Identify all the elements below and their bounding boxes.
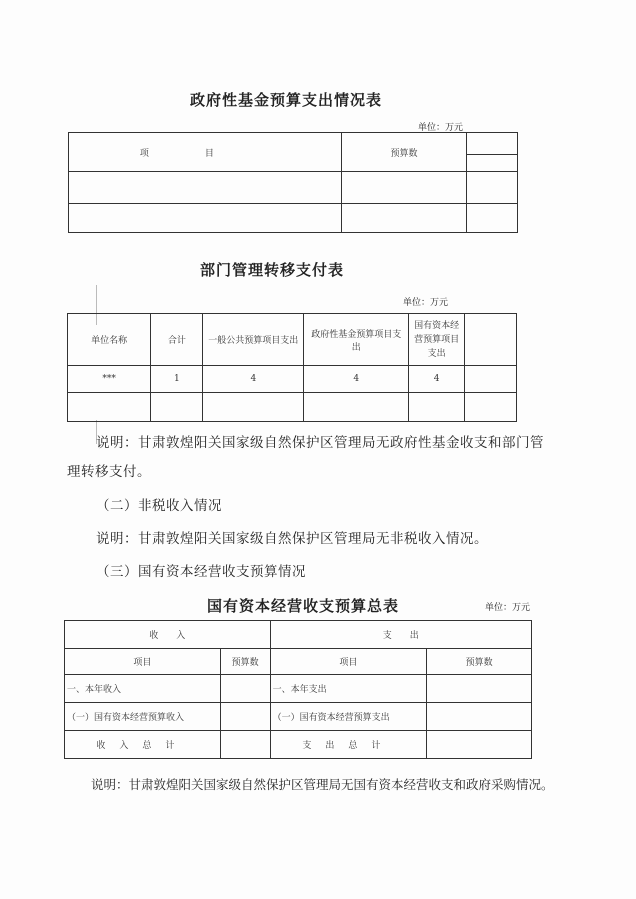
- soe-income-col-item: 项目: [65, 649, 221, 675]
- soe-row-expense-item: 一、本年支出: [270, 675, 427, 703]
- dept-header-soe: 国有资本经营预算项目支出: [409, 314, 465, 366]
- note1-line2: 理转移支付。: [67, 464, 151, 480]
- table-cell: [341, 172, 466, 204]
- soe-row-expense-budget: [427, 703, 532, 731]
- gov-fund-header-extra2: [467, 155, 518, 172]
- table-cell: [203, 393, 304, 422]
- soe-expense-col-item: 项目: [270, 649, 427, 675]
- soe-expense-total: 支出总计: [270, 731, 427, 759]
- dept-transfer-table: [67, 313, 517, 422]
- soe-row-income-budget: [220, 703, 270, 731]
- note3: 说明：甘肃敦煌阳关国家级自然保护区管理局无国有资本经营收支和政府采购情况。: [91, 777, 554, 792]
- dept-row-gov-fund: 4: [304, 366, 409, 393]
- gov-fund-header-item: 项目: [69, 133, 342, 172]
- dept-header-unit-name: 单位名称: [68, 314, 151, 366]
- dept-transfer-unit: 单位：万元: [403, 298, 449, 308]
- dept-header-extra: [465, 314, 517, 366]
- table-cell: [409, 393, 465, 422]
- table-cell: [69, 204, 342, 233]
- soe-row-income-budget: [220, 675, 270, 703]
- soe-income-col-budget: 预算数: [220, 649, 270, 675]
- table-cell: [151, 393, 203, 422]
- table-cell: [304, 393, 409, 422]
- soe-table: [64, 620, 532, 759]
- table-cell: [467, 172, 518, 204]
- soe-unit: 单位：万元: [485, 603, 531, 613]
- table-cell: [465, 393, 517, 422]
- gov-fund-table: [68, 132, 518, 233]
- table-cell: [467, 204, 518, 233]
- soe-expense-col-budget: 预算数: [427, 649, 532, 675]
- table-cell: [465, 366, 517, 393]
- table-cell: [220, 731, 270, 759]
- soe-row-expense-budget: [427, 675, 532, 703]
- table-cell: [69, 172, 342, 204]
- soe-expense-header: 支 出: [270, 621, 531, 649]
- soe-income-header: 收 入: [65, 621, 271, 649]
- gov-fund-unit: 单位：万元: [418, 123, 464, 133]
- note2: 说明：甘肃敦煌阳关国家级自然保护区管理局无非税收入情况。: [96, 531, 488, 547]
- gov-fund-header-budget: 预算数: [341, 133, 466, 172]
- dept-row-general: 4: [203, 366, 304, 393]
- table-cell: [427, 731, 532, 759]
- soe-title: 国有资本经营收支预算总表: [207, 597, 400, 615]
- soe-row-expense-item: （一）国有资本经营预算支出: [270, 703, 427, 731]
- table-cell: [341, 204, 466, 233]
- dept-transfer-title: 部门管理转移支付表: [200, 261, 345, 279]
- gov-fund-title: 政府性基金预算支出情况表: [190, 91, 383, 109]
- table-cell: [68, 393, 151, 422]
- dept-row-total: 1: [151, 366, 203, 393]
- note1-line1: 说明：甘肃敦煌阳关国家级自然保护区管理局无政府性基金收支和部门管: [96, 435, 544, 451]
- soe-row-income-item: （一）国有资本经营预算收入: [65, 703, 221, 731]
- soe-row-income-item: 一、本年收入: [65, 675, 221, 703]
- dept-row-soe: 4: [409, 366, 465, 393]
- dept-header-total: 合计: [151, 314, 203, 366]
- section2-heading: （二）非税收入情况: [96, 498, 222, 514]
- dept-row-unit-name: ***: [68, 366, 151, 393]
- section3-heading: （三）国有资本经营收支预算情况: [96, 564, 306, 580]
- dept-header-general: 一般公共预算项目支出: [203, 314, 304, 366]
- dept-header-gov-fund: 政府性基金预算项目支出: [304, 314, 409, 366]
- soe-income-total: 收入总计: [65, 731, 221, 759]
- gov-fund-header-extra: [467, 133, 518, 155]
